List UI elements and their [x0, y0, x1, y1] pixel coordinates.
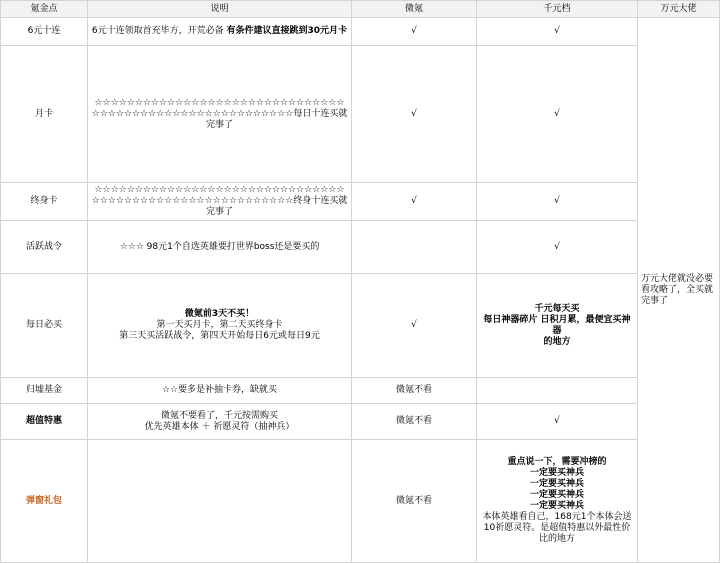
qianyuan-line: 一定要买神兵: [529, 501, 584, 511]
row-name: 弹窗礼包: [1, 440, 88, 563]
weike-check: √: [352, 274, 477, 378]
qianyuan-line: 千元每天买: [534, 303, 580, 314]
qianyuan-check: √: [477, 46, 638, 183]
desc-plain: 6元十连领取首充毕方，开荒必备: [91, 26, 224, 36]
qianyuan-cell: [477, 440, 638, 563]
qianyuan-cell: [477, 378, 638, 404]
qianyuan-check: √: [477, 404, 638, 440]
qianyuan-cell: [477, 274, 638, 378]
row-name: 6元十连: [1, 18, 88, 46]
table-row: [1, 274, 720, 378]
weike-cell: 微氪不看: [352, 404, 477, 440]
row-name: 归墟基金: [1, 378, 88, 404]
row-name: 每日必买: [1, 274, 88, 378]
table-row: [1, 378, 720, 404]
weike-cell: 微氪不看: [352, 440, 477, 563]
row-description: [88, 18, 352, 46]
table-row: [1, 183, 720, 221]
row-name: 超值特惠: [1, 404, 88, 440]
weike-check: √: [352, 46, 477, 183]
header-weike: 微氪: [352, 1, 477, 18]
qianyuan-line: 每日神器碎片 日积月累，最便宜买神器: [483, 314, 631, 336]
row-description: [88, 440, 352, 563]
row-name: 终身卡: [1, 183, 88, 221]
desc-line: 微氪不要看了，千元按需购买: [160, 410, 278, 421]
weike-cell: 微氪不看: [352, 378, 477, 404]
weike-check: [352, 221, 477, 274]
desc-line: 优先英雄本体 ＋ 祈愿灵符（抽神兵）: [144, 421, 295, 432]
desc-line: 第一天买月卡，第二天买终身卡: [156, 320, 283, 330]
header-wanyuan: 万元大佬: [638, 1, 720, 18]
qianyuan-line: 一定要买神兵: [529, 479, 584, 489]
qianyuan-plain: 本体英雄看自己，168元1个本体会送10祈愿灵符。是超值特惠以外最性价比的地方: [482, 512, 632, 544]
wanyuan-cell: [638, 18, 720, 563]
header-paypoint: 氪金点: [1, 1, 88, 18]
wanyuan-text: 万元大佬就没必要看攻略了，全买就完事了: [641, 273, 714, 306]
row-description: [88, 274, 352, 378]
desc-bold: 有条件建议直接跳到30元月卡: [226, 26, 348, 36]
qianyuan-check: √: [477, 221, 638, 274]
header-row: [1, 1, 720, 18]
row-description: ☆☆☆☆☆☆☆☆☆☆☆☆☆☆☆☆☆☆☆☆☆☆☆☆☆☆☆☆☆☆☆☆☆☆☆☆☆☆☆☆☆☆☆☆☆☆☆☆☆☆☆☆☆☆☆☆每日十连买就完事了: [88, 46, 352, 183]
weike-check: √: [352, 183, 477, 221]
qianyuan-line: 一定要买神兵: [529, 490, 584, 500]
qianyuan-line: 重点说一下，需要冲榜的: [507, 457, 607, 467]
qianyuan-line: 的地方: [543, 336, 571, 347]
desc-line: 第三天买活跃战令，第四天开始每日6元或每日9元: [119, 331, 320, 341]
header-qianyuan: 千元档: [477, 1, 638, 18]
qianyuan-line: 一定要买神兵: [529, 468, 584, 478]
table-row: [1, 440, 720, 563]
table-row: [1, 404, 720, 440]
row-description: [88, 404, 352, 440]
header-description: 说明: [88, 1, 352, 18]
row-description: ☆☆☆ 98元1个自选英雄要打世界boss还是要买的: [88, 221, 352, 274]
qianyuan-check: √: [477, 183, 638, 221]
table-row: [1, 18, 720, 46]
table-row: [1, 46, 720, 183]
table-row: [1, 221, 720, 274]
row-name: 活跃战令: [1, 221, 88, 274]
desc-title: 微氪前3天不买！: [184, 309, 255, 319]
qianyuan-check: √: [477, 18, 638, 46]
weike-check: √: [352, 18, 477, 46]
row-name: 月卡: [1, 46, 88, 183]
row-description: ☆☆要多是补抽卡券，缺就买: [88, 378, 352, 404]
row-description: ☆☆☆☆☆☆☆☆☆☆☆☆☆☆☆☆☆☆☆☆☆☆☆☆☆☆☆☆☆☆☆☆☆☆☆☆☆☆☆☆☆☆☆☆☆☆☆☆☆☆☆☆☆☆☆☆终身十连买就完事了: [88, 183, 352, 221]
